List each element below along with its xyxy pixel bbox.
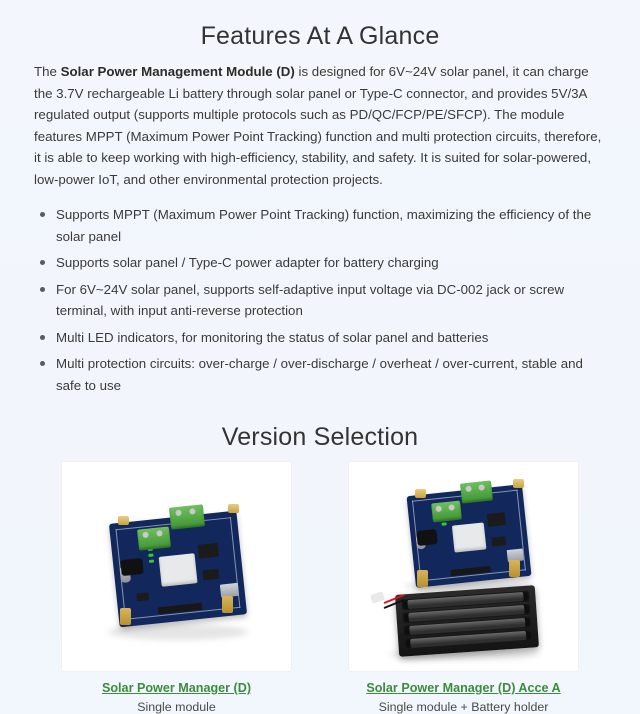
standoff-back-left-2	[415, 489, 426, 498]
version-card-single-module[interactable]	[62, 462, 291, 714]
ic-chip-2	[202, 569, 219, 581]
dc-002-jack-2	[416, 529, 437, 546]
feature-item-1: Supports MPPT (Maximum Power Point Tracking) function, maximizing the efficiency of the solar panel	[56, 204, 606, 247]
card-link-label-2[interactable]: Solar Power Manager (D) Acce A	[366, 681, 561, 695]
intro-text-after: is designed for 6V~24V solar panel, it can charge the 3.7V rechargeable Li battery through solar panel or Type-C connector, and provides 5V/3A regulated output (supports multiple protocols such as PD/QC/FCP/PE/SFCP). The module features MPPT (Maximum Power Point Tracking) function and multi protection circuits, therefore, it is able to keep working with high-efficiency, stability, and safety. It is suited for solar-powered, low-power IoT, and other environmental protection projects.	[34, 64, 602, 187]
ic-chip-4	[487, 512, 506, 527]
card-sub-label-2: Single module + Battery holder	[378, 700, 549, 714]
dc-002-jack	[120, 558, 144, 576]
card-sub-label-1: Single module	[137, 700, 216, 714]
intro-product-name: Solar Power Management Module (D)	[60, 64, 295, 79]
card-link-label-1[interactable]: Solar Power Manager (D)	[101, 681, 252, 695]
features-intro-paragraph	[0, 61, 640, 190]
features-section-title: Features At A Glance	[200, 22, 440, 50]
standoff-front-right	[222, 596, 233, 613]
feature-item-5: Multi protection circuits: over-charge / over-discharge / overheat / over-current, stable and safe to use	[56, 353, 606, 396]
intro-text-before: The	[34, 64, 61, 79]
ic-chip-3	[136, 592, 149, 601]
standoff-front-left	[120, 608, 131, 625]
inductor-chip	[159, 553, 198, 587]
screw-terminal-4	[431, 501, 462, 523]
screw-terminal-1	[169, 504, 205, 529]
inductor-chip-2	[452, 522, 487, 552]
feature-item-3: For 6V~24V solar panel, supports self-adaptive input voltage via DC-002 jack or screw terminal, with input anti-reverse protection	[56, 279, 606, 322]
version-card-module-with-battery-holder[interactable]	[349, 462, 578, 714]
standoff-front-right-2	[509, 560, 520, 577]
battery-holder	[395, 585, 539, 657]
standoff-back-right	[228, 504, 239, 513]
version-cards-container	[0, 462, 640, 714]
standoff-back-right-2	[513, 479, 524, 488]
ic-chip-5	[491, 536, 506, 546]
standoff-back-left	[118, 516, 129, 525]
version-section-title: Version Selection	[221, 423, 419, 451]
screw-terminal-3	[460, 480, 493, 503]
feature-item-4: Multi LED indicators, for monitoring the status of solar panel and batteries	[56, 327, 606, 349]
standoff-front-left-2	[417, 570, 428, 587]
ic-chip	[198, 543, 219, 559]
screw-terminal-2	[137, 526, 171, 550]
feature-item-2: Supports solar panel / Type-C power adapter for battery charging	[56, 252, 606, 274]
features-bullet-list	[0, 204, 640, 396]
